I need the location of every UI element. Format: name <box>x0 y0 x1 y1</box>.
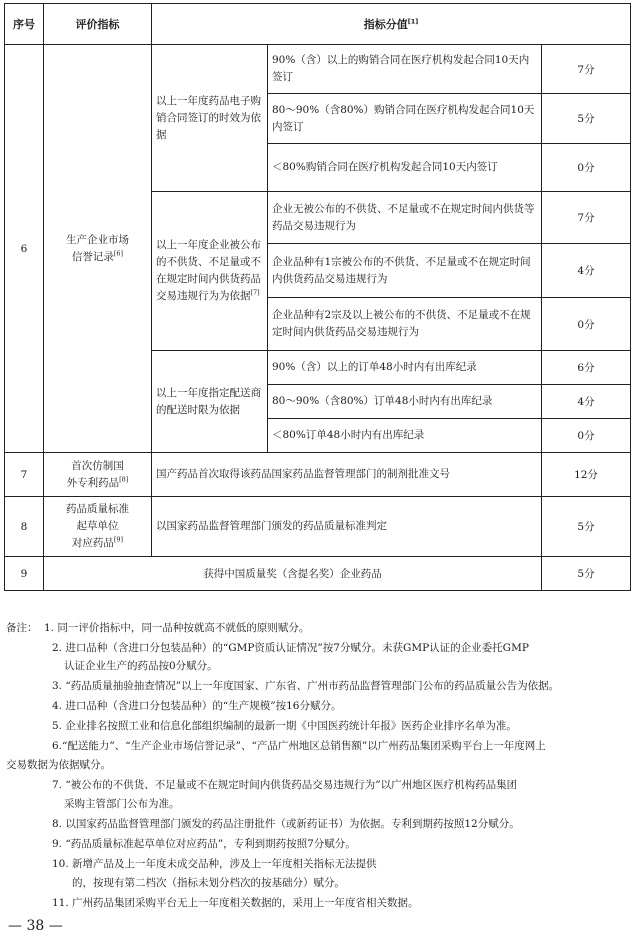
score: 4分 <box>542 385 631 419</box>
row6-basis-1: 以上一年度药品电子购销合同签订的时效为依据 <box>152 45 268 192</box>
score: 6分 <box>542 351 631 385</box>
row9-seq: 9 <box>5 557 44 591</box>
header-seq: 序号 <box>5 4 44 45</box>
table-header-row <box>5 4 631 45</box>
header-indicator: 评价指标 <box>44 4 152 45</box>
criterion: 80～90%（含80%）订单48小时内有出库纪录 <box>268 385 542 419</box>
criterion: 80～90%（含80%）购销合同在医疗机构发起合同10天内签订 <box>268 94 542 144</box>
note-line: 8. 以国家药品监督管理部门颁发的药品注册批件（或新药证书）为依据。专利到期药按照12分赋分。 <box>52 818 520 830</box>
criterion: ＜80%订单48小时内有出库纪录 <box>268 419 542 453</box>
note-line: 认证企业生产的药品按0分赋分。 <box>64 660 218 672</box>
criterion: 企业品种有1宗被公布的不供货、不足量或不在规定时间内供货药品交易违规行为 <box>268 244 542 298</box>
score: 0分 <box>542 298 631 351</box>
criterion: ＜80%购销合同在医疗机构发起合同10天内签订 <box>268 144 542 192</box>
header-score: 指标分值[1] <box>152 4 631 45</box>
page-number: — 38 — <box>8 918 63 934</box>
note-line: 采购主管部门公布为准。 <box>64 798 180 810</box>
footnote-ref: [7] <box>250 288 260 297</box>
row7-seq: 7 <box>5 453 44 497</box>
note-line: 的，按现有第二档次（指标未划分档次的按基础分）赋分。 <box>72 877 345 889</box>
footnote-ref: [8] <box>119 475 129 483</box>
row8-criterion: 以国家药品监督管理部门颁发的药品质量标准判定 <box>152 497 542 557</box>
row6-seq: 6 <box>5 45 44 453</box>
row6-indicator: 生产企业市场 信誉记录[6] <box>44 45 152 453</box>
note-line: 4. 进口品种（含进口分包装品种）的“生产规模”按16分赋分。 <box>52 700 342 712</box>
score: 7分 <box>542 192 631 244</box>
score: 4分 <box>542 244 631 298</box>
row7-criterion: 国产药品首次取得该药品国家药品监督管理部门的制剂批准文号 <box>152 453 542 497</box>
evaluation-table <box>4 3 631 591</box>
criterion: 企业品种有2宗及以上被公布的不供货、不足量或不在规定时间内供货药品交易违规行为 <box>268 298 542 351</box>
row9-criterion: 获得中国质量奖（含提名奖）企业药品 <box>44 557 542 591</box>
note-line: 10. 新增产品及上一年度未成交品种，涉及上一年度相关指标无法提供 <box>52 858 377 870</box>
score: 0分 <box>542 144 631 192</box>
footnote-ref: [9] <box>113 535 124 544</box>
note-line: 9. “药品质量标准起草单位对应药品”，专利到期药按照7分赋分。 <box>52 838 356 850</box>
notes-prefix: 备注： <box>6 622 38 634</box>
footnote-ref: [6] <box>113 249 124 257</box>
note-line: 交易数据为依据赋分。 <box>6 759 111 771</box>
criterion: 90%（含）以上的购销合同在医疗机构发起合同10天内签订 <box>268 45 542 94</box>
table-row <box>5 453 631 497</box>
note-line: 5. 企业排名按照工业和信息化部组织编制的最新一期《中国医药统计年报》医药企业排序名单为准。 <box>52 720 517 732</box>
score: 12分 <box>542 453 631 497</box>
row6-basis-3: 以上一年度指定配送商的配送时限为依据 <box>152 351 268 453</box>
criterion: 90%（含）以上的订单48小时内有出库纪录 <box>268 351 542 385</box>
score: 0分 <box>542 419 631 453</box>
table-row <box>5 557 631 591</box>
score: 7分 <box>542 45 631 94</box>
note-line: 6.“配送能力”、“生产企业市场信誉记录”、“产品广州地区总销售额”以广州药品集团采购平台上一年度网上 <box>52 740 546 752</box>
score: 5分 <box>542 557 631 591</box>
note-line: 11. 广州药品集团采购平台无上一年度相关数据的，采用上一年度省相关数据。 <box>52 897 419 909</box>
note-line: 7. “被公布的不供货、不足量或不在规定时间内供货药品交易违规行为”以广州地区医疗机构药品集团 <box>52 779 518 791</box>
row8-seq: 8 <box>5 497 44 557</box>
score: 5分 <box>542 497 631 557</box>
table-row <box>5 497 631 557</box>
row7-indicator: 首次仿制国 外专利药品[8] <box>44 453 152 497</box>
table-row <box>5 45 631 94</box>
footnote-ref: [1] <box>407 17 419 26</box>
row6-basis-2: 以上一年度企业被公布的不供货、不足量或不在规定时间内供货药品交易违规行为为依据[7] <box>152 192 268 351</box>
note-line: 1. 同一评价指标中，同一品种按就高不就低的原则赋分。 <box>44 622 310 634</box>
score: 5分 <box>542 94 631 144</box>
row8-indicator: 药品质量标准 起草单位 对应药品[9] <box>44 497 152 557</box>
note-line: 2. 进口品种（含进口分包装品种）的“GMP资质认证情况”按7分赋分。未获GMP认证的企业委托GMP <box>52 642 529 654</box>
criterion: 企业无被公布的不供货、不足量或不在规定时间内供货等药品交易违规行为 <box>268 192 542 244</box>
note-line: 3. “药品质量抽验抽查情况”以上一年度国家、广东省、广州市药品监督管理部门公布的药品质量公告为依据。 <box>52 680 560 692</box>
